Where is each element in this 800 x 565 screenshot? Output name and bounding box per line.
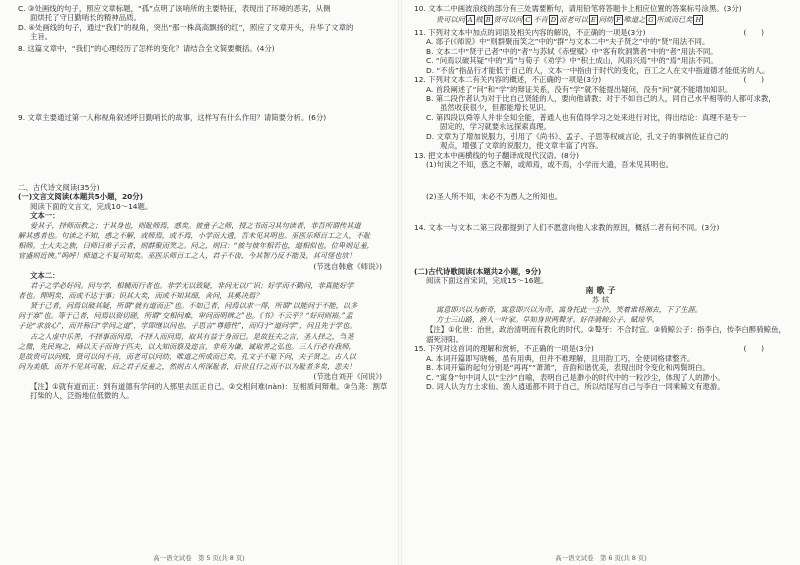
q10-box-a[interactable]: A [467,16,473,25]
q10-seg: 问幼 [598,15,614,25]
page-footer-left: 高一语文试卷 第 5 页(共 8 页) [153,553,245,562]
q7-option-d-cont: 主旨。 [30,32,53,42]
q10-box-e[interactable]: E [590,16,596,25]
text1-source: (节选自韩愈《师说》) [313,261,382,271]
q15-option-c: C. “寓身”句中词人以“尘沙”自喻，表明自己是渺小的时代中的一粒沙尘，体现了人的渺小。 [426,372,725,382]
q12-option-b: B. 第二段作者认为对于比自己贤能的人，要向他请教；对于不如自己的人，同自己水平相等的人都可求教， [426,93,776,103]
answer-space-q13-1 [414,170,790,192]
q10-box-f[interactable]: F [616,16,621,25]
q10-seg: 贵可以问 [436,15,465,25]
q10-seg: 而老可以 [559,15,588,25]
text2-source: (节选自刘开《问说》) [313,372,382,382]
poem-author: 苏轼 [592,295,612,304]
q11-option-b: B. 文本二中“贤于己者”中的“者”与苏轼《赤壁赋》中“客有吹洞箫者”中的“者”用法不同。 [426,46,718,56]
q11-option-c: C. “问焉以破其疑”中的“焉”与荀子《劝学》中“积土成山，风雨兴焉”中的“焉”用法不同。 [426,56,718,66]
q12-option-a: A. 首段阐述了“问”和“学”的辩证关系，没有“学”就不能提出疑问，没有“问”就不能增加知识。 [426,84,733,94]
q10-box-h[interactable]: H [695,16,702,25]
section-classical-prose: (一)文言文阅读(本题共5小题，20分) [18,192,144,202]
answer-paren[interactable]: ( ) [743,75,764,85]
q15-option-b: B. 本词开篇的起句分别是“再再”“萧萧”，音韵和谐优美，表现出时令变化和两鬓斑白。 [426,363,710,373]
text2-line: 君子之学必好问。问与学，相辅而行者也。非学无以致疑，非问无以广识；好学而不勤问，非真能好学 [30,280,354,290]
question-9: 9. 文章主要通过第一人称视角叙述呼日勤哨长的故事，这样写有什么作用？请简要分析。(6分) [18,113,327,123]
question-15 [414,344,790,353]
answer-paren[interactable]: ( ) [743,27,764,37]
q12-option-d: D. 文章为了增加说服力，引用了《尚书》、孟子、子思等权威言论，孔文子的事例佐证自己的 [426,131,729,141]
question-11-text: 11. 下列对文本中加点的词语及相关内容的解说，不正确的一项是(3分) [414,27,646,37]
q10-seg: 所成而已矣 [656,15,693,25]
q11-option-a: A. 郯子(《师说》中“则群聚而笑之”中的“群”与文本二中“夫子贤之”中的“贤”用法不同。 [426,37,710,47]
q10-seg: 唯道之 [623,15,646,25]
text2-note: 【注】①就有道而正：到有道德有学问的人那里去匡正自己。②交相问难(nàn)：互相质问辩难。③刍荛：割草打柴的人，泛指地位低微的人。 [30,381,388,401]
q10-box-b[interactable]: B [485,16,491,25]
q11-option-d: D. “不齿”指品行才能低于自己的人，文本一中指由于时代的变化，百工之人在文中指道德才能低劣的人。 [426,65,770,75]
question-10: 10. 文本二中画波浪线的部分有三处需要断句，请用铅笔将答题卡上相应位置的答案标号涂黑。(3分) [414,4,742,13]
q10-seg: 不肖 [533,15,548,25]
poem-title: 南歌子 [585,285,619,295]
q10-sentence [414,15,790,25]
page-right [402,0,800,565]
question-11 [414,28,790,37]
poem-note: 【注】①化世：治世，政治清明而有教化的时代。②聱牙：不合时宜。③骑鲸公子：指李白，传李白醉骑鲸鱼，溺死浔阳。 [426,325,786,344]
q13-item-1: (1)句读之不知，惑之不解，或师焉，或不焉，小学而大遗，吾未见其明也。 [426,160,673,170]
section-poetry: (二)古代诗歌阅读(本题共2小题，9分) [414,266,542,276]
q7-option-c: C. ③处画线的句子，照应文章标题，“孤”点明了该哨所的主要特征，表现出了环境的恶劣，从侧 [18,4,331,13]
text2-line: 古之人虚中乐善，不择事而问焉，不择人而问焉，取其有益于身而已。是故狂夫之言，圣人择之，刍荛 [30,331,354,341]
text2-line: 之微，先民询之，舜以天子而询于匹夫，以大知而察及迩言，非苟为谦，诚取善之弘也。三人行必有我师， [18,341,356,351]
question-12 [414,75,790,84]
text2-line: 贤于己者，问焉以破其疑，所谓“就有道而正”也。不如己者，问焉以求一得，所谓“以能问于不能，以多 [30,300,358,310]
q7-option-d: D. ④处画线的句子，通过“我们”的视角，突出“那一株高高飘扬的红”，照应了文章开头，升华了文章的 [18,22,354,32]
text2-body [18,281,390,373]
q12-option-c-cont: 固定的，学习就要永远探索真理。 [440,122,551,132]
q15-option-d: D. 词人认为方士求仙、渔人逍遥都不同于自己，所以结尾写自己与李白一同乘鲸文有遨游。 [426,382,725,392]
text2-line: 子论“求放心”，而并称曰“学问之道”，学即继以问也。子思言“尊德性”，而归于“道问学”，问且先于学也。 [18,321,357,331]
question-15-text: 15. 下列对这首词的理解和赏析，不正确的一项是(3分) [414,344,594,354]
page-left [0,0,398,565]
text2-line: 问为美德，而并不见其可耻，后之君子反羞之，然则古人所深耻者，后世且行之而不以为耻者多矣，悲夫！ [18,362,356,372]
q10-box-g[interactable]: G [648,16,654,25]
answer-space-q13-2 [414,201,790,223]
text1-label: 文本一： [30,211,60,221]
poem-line-2: 方士三山路，渔人一叶家。早知身世两聱牙。好伴骑鲸公子、赋琼华。 [436,315,659,324]
poem-instruction: 阅读下面这首宋词，完成15～16题。 [426,276,549,286]
q12-option-d-cont: 观点，增强了文章的说服力，使文章丰富了内容。 [440,141,603,151]
q10-box-d[interactable]: D [550,16,557,25]
page-footer-right: 高一语文试卷 第 6 页(共 8 页) [555,553,647,562]
q12-option-b-cont: 虽然收获很少，但都能增长见识。 [440,103,551,113]
q7-option-c-cont: 面烘托了守日勤哨长的精神品质。 [30,13,141,23]
text1-line: 解其惑者也。句读之不知，惑之不解，或师焉，或不焉，小学而大遗，吾未见其明也。巫医乐师百工之人，不耻 [18,230,371,240]
poem-line-1: 寓意即兴以为新奇，寓意即兴以为奇，寓身托此一尘沙。笑着谁将湘去，下了生涯。 [436,304,702,314]
answer-space-q8 [18,53,390,113]
text1-body [18,221,390,262]
question-14: 14. 文本一与文本二第三段都提到了人们不愿意向他人求教的原因，概括二者有何不同。(3分) [414,223,720,233]
answer-space-q14 [414,233,790,267]
q15-option-a: A. 本词开篇即写晓畅，虽有用典，但并不难理解，且用韵工巧，全使词格律整齐。 [426,353,695,363]
question-12-text: 12. 下列对文本二有关内容的概述，不正确的一项是(3分) [414,75,602,85]
answer-paren[interactable]: ( ) [743,344,764,354]
text2-line: 是故贵可以问贱，贤可以问不肖，而老可以问幼，唯道之所成而已矣。孔文子不耻下问，夫子贤之。古人以 [18,352,356,362]
text1-line: 爱其子，择师而教之；于其身也，则耻师焉，惑矣。彼童子之师，授之书而习其句读者，非吾所谓传其道 [30,220,361,230]
text2-label: 文本二： [30,271,60,281]
q10-seg: 贤可以问 [493,15,523,25]
q10-box-c[interactable]: C [525,16,531,25]
text2-line: 者也。理明矣，而或不达于事；识其大矣，而或不知其细，舍问，其奚决焉？ [18,290,263,300]
text1-line: 官盛则近谀。”呜呼！师道之不复可知矣。巫医乐师百工之人，君子不齿，今其智乃反不能及，其可怪也欤！ [18,251,356,261]
section-ancient-reading: 二、古代诗文阅读(35分) [18,182,100,192]
text2-line: 问于寡”也。等于己者，问焉以资切磋，所谓“交相问难，审问而明辨之”也。《书》不云乎？“好问则裕。”孟 [18,311,353,321]
question-13: 13. 把文本中画横线的句子翻译成现代汉语。(8分) [414,150,579,160]
q12-option-c: C. 第四段以舜等人并非全知全能，普通人也有值得学习之处来进行对比，得出结论：真理不是专一 [426,112,747,122]
q13-item-2: (2)圣人所不知，未必不为愚人之所知也。 [426,191,563,201]
answer-space-q9 [18,123,390,183]
text1-line: 相师。士大夫之族，曰师曰弟子云者，则群聚而笑之。问之，则曰：“彼与彼年相若也，道相似也。位卑则足羞， [18,241,374,251]
q10-seg: 贱 [475,15,483,25]
question-8: 8. 这篇文章中，“我们”的心理经历了怎样的变化？请结合全文简要概括。(4分) [18,43,275,53]
prose-instruction: 阅读下面的文言文，完成10～14题。 [30,201,153,211]
